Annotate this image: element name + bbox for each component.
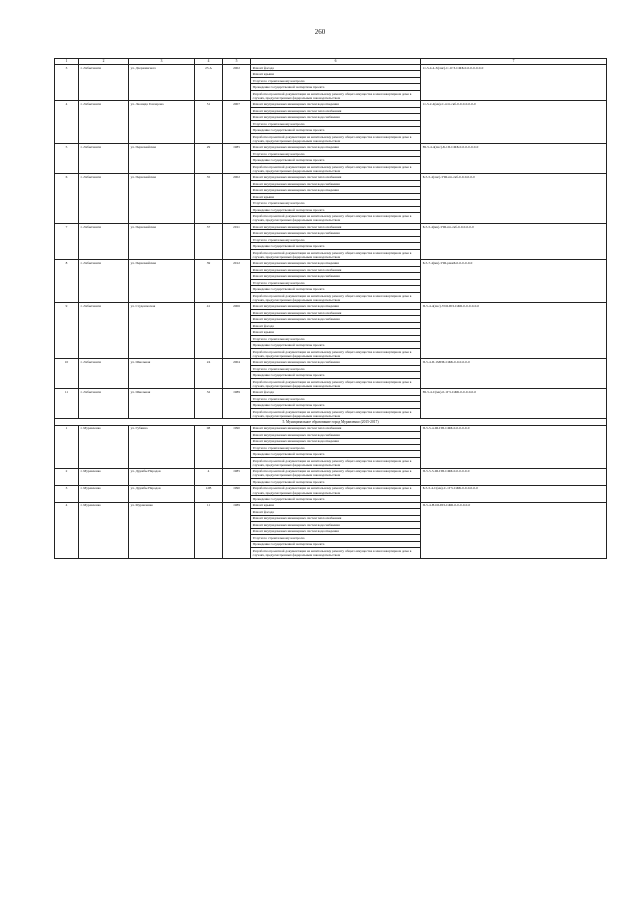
street-cell: ул. Дзержинского <box>129 64 195 101</box>
column-number: 4 <box>195 59 223 65</box>
works-cell <box>251 303 421 359</box>
city-cell: г. Муравленко <box>79 425 129 468</box>
table-row <box>55 389 607 419</box>
building-code-cell: П-5-4-П-1МПБ-СЖБ-0-0-0-0-0-0 <box>421 359 607 389</box>
building-code-cell: П-5-5-4-Ш-ПП-СЖБ-0-0-0-0-0-0 <box>421 425 607 468</box>
building-code-cell: Б-5-5-4-С(мн)-С-1ГЗ-СЖБ-0-0-0-0-0-0 <box>421 485 607 502</box>
work-item: Ремонт внутридомовых инженерных систем теплоснабжения <box>251 310 420 316</box>
work-item: Ремонт внутридомовых инженерных систем водоснабжения <box>251 359 420 365</box>
work-item: Ремонт внутридомовых инженерных систем водоотведения <box>251 260 420 266</box>
city-cell: г. Лабытнанги <box>79 260 129 303</box>
house-cell: 12В <box>195 485 223 502</box>
house-cell: 41 <box>195 303 223 359</box>
work-item: Разработка проектной документации на капитальному ремонту общего имущества в многоквартирном доме в случаях, предусмотренных федеральным законодательством <box>252 548 412 557</box>
work-item: Ремонт внутридомовых инженерных систем водоотведения <box>251 144 420 150</box>
table-row <box>55 468 607 485</box>
work-item: Ремонт фасада <box>251 323 420 329</box>
year-cell: 1985 <box>223 468 251 485</box>
work-item: Ремонт внутридомовых инженерных систем теплоснабжения <box>251 267 420 273</box>
works-cell <box>251 144 421 174</box>
year-cell: 2012 <box>223 260 251 303</box>
works-cell <box>251 468 421 485</box>
house-cell: 32 <box>195 389 223 419</box>
row-number: 4 <box>55 101 79 144</box>
work-item: Ремонт внутридомовых инженерных систем водоснабжения <box>251 316 420 322</box>
house-cell: 25 А <box>195 64 223 101</box>
table-row <box>55 260 607 303</box>
table-row <box>55 425 607 468</box>
column-number: 2 <box>79 59 129 65</box>
city-cell: г. Лабытнанги <box>79 359 129 389</box>
work-item: Ремонт внутридомовых инженерных систем водоотведения <box>251 529 420 535</box>
city-cell: г. Муравленко <box>79 468 129 485</box>
building-code-cell: Ю-5-4-С(мн)-0-1ГЗ-СЖБ-0-0-0-0-0-0 <box>421 389 607 419</box>
row-number: 9 <box>55 303 79 359</box>
work-item: Ремонт внутридомовых инженерных систем водоснабжения <box>251 273 420 279</box>
work-item: Проведение государственной экспертизы проекта <box>251 84 420 90</box>
work-item: Ремонт внутридомовых инженерных систем теплоснабжения <box>251 516 420 522</box>
year-cell: 1989 <box>223 389 251 419</box>
works-cell <box>251 389 421 419</box>
table-row <box>55 502 607 558</box>
row-number: 8 <box>55 260 79 303</box>
row-number: 3 <box>55 485 79 502</box>
table-row <box>55 359 607 389</box>
work-item: Ремонт фасада <box>251 509 420 515</box>
year-cell: 2004 <box>223 359 251 389</box>
work-item: Разработка проектной документации на капитальному ремонту общего имущества в многоквартирном доме в случаях, предусмотренных федеральным законодательством <box>252 134 412 143</box>
work-item: Разработка проектной документации на капитальному ремонту общего имущества в многоквартирном доме в случаях, предусмотренных федеральным законодательством <box>252 164 412 173</box>
works-cell <box>251 260 421 303</box>
year-cell: 2002 <box>223 64 251 101</box>
city-cell: г. Лабытнанги <box>79 303 129 359</box>
works-cell <box>251 174 421 223</box>
city-cell: г. Лабытнанги <box>79 144 129 174</box>
row-number: 11 <box>55 389 79 419</box>
works-cell <box>251 485 421 502</box>
work-item: Разработка проектной документации на капитальному ремонту общего имущества в многоквартирном доме в случаях, предусмотренных федеральным законодательством <box>252 293 412 302</box>
building-code-cell: П-5-5-5-Ш-ПП-СЖБ-0-0-0-0-0-0 <box>421 468 607 485</box>
work-item: Услуги по строительному контролю <box>251 237 420 243</box>
city-cell: г. Лабытнанги <box>79 223 129 260</box>
work-item: Разработка проектной документации на капитальному ремонту общего имущества в многоквартирном доме в случаях, предусмотренных федеральным законодательством <box>252 349 412 358</box>
work-item: Услуги по строительному контролю <box>251 336 420 342</box>
works-cell <box>251 502 421 558</box>
work-item: Проведение государственной экспертизы проекта <box>251 542 420 548</box>
table-row <box>55 485 607 502</box>
work-item: Услуги по строительному контролю <box>251 151 420 157</box>
city-cell: г. Лабытнанги <box>79 64 129 101</box>
work-item: Проведение государственной экспертизы проекта <box>251 127 420 133</box>
street-cell: ул. Муравленко <box>129 502 195 558</box>
work-item: Проведение государственной экспертизы проекта <box>251 402 420 408</box>
work-item: Разработка проектной документации на капитальному ремонту общего имущества в многоквартирном доме в случаях, предусмотренных федеральным законодательством <box>252 214 412 223</box>
street-cell: ул. Дружбы Народов <box>129 468 195 485</box>
year-cell: 1985 <box>223 144 251 174</box>
work-item: Ремонт внутридомовых инженерных систем теплоснабжения <box>251 108 420 114</box>
building-code-cell: Б-5-5-4(мн)-УШ-пп-скб-0-0-0-0-0-0 <box>421 223 607 260</box>
work-item: Разработка проектной документации на капитальному ремонту общего имущества в многоквартирном доме в случаях, предусмотренных федеральным законодательством <box>252 91 412 100</box>
work-item: Ремонт фасада <box>251 389 420 395</box>
work-item: Разработка проектной документации на капитальному ремонту общего имущества в многоквартирном доме в случаях, предусмотренных федеральным законодательством <box>251 486 420 497</box>
work-item: Услуги по строительному контролю <box>251 396 420 402</box>
work-item: Ремонт внутридомовых инженерных систем водоотведения <box>251 101 420 107</box>
street-cell: ул. Дружбы Народов <box>129 485 195 502</box>
work-item: Проведение государственной экспертизы проекта <box>251 207 420 213</box>
row-number: 1 <box>55 425 79 468</box>
building-code-cell: Б-5-7-4(мн)-УШ-рмжБ-0-0-0-0-0-0 <box>421 260 607 303</box>
work-item: Услуги по строительному контролю <box>251 121 420 127</box>
house-cell: 51 <box>195 101 223 144</box>
row-number: 6 <box>55 174 79 223</box>
street-cell: ул. Студенческая <box>129 303 195 359</box>
house-cell: 4 <box>195 468 223 485</box>
work-item: Проведение государственной экспертизы проекта <box>251 286 420 292</box>
work-item: Услуги по строительному контролю <box>251 78 420 84</box>
house-cell: 08 <box>195 425 223 468</box>
street-cell: ул. Школьная <box>129 359 195 389</box>
building-code-cell: Ю-5-4-4(лнс)-Б-1П-СЖБ-0-0-0-0-0-0-0 <box>421 144 607 174</box>
page-number: 260 <box>314 28 326 36</box>
street-cell: ул. Первомайская <box>129 144 195 174</box>
work-item: Проведение государственной экспертизы проекта <box>251 451 420 457</box>
house-cell: 39 <box>195 260 223 303</box>
work-item: Ремонт внутридомовых инженерных систем водоснабжения <box>251 522 420 528</box>
city-cell: г. Муравленко <box>79 502 129 558</box>
building-code-cell: 11-5-2-4(мн)-С-плт-скб-0-0-0-0-0-0-0 <box>421 101 607 144</box>
work-item: Разработка проектной документации на капитальному ремонту общего имущества в многоквартирном доме в случаях, предусмотренных федеральным законодательством <box>252 379 412 388</box>
column-number: 7 <box>421 59 607 65</box>
table-row <box>55 303 607 359</box>
year-cell: 1990 <box>223 485 251 502</box>
work-item: Проведение государственной экспертизы проекта <box>252 496 325 501</box>
column-number: 1 <box>55 59 79 65</box>
work-item: Проведение государственной экспертизы проекта <box>251 342 420 348</box>
building-code-cell: П-5-4-Н-Ш-ПП-СЖБ-0-0-0-0-0-0 <box>421 502 607 558</box>
row-number: 4 <box>55 502 79 558</box>
works-cell <box>251 101 421 144</box>
work-item: Ремонт крыши <box>251 71 420 77</box>
work-item: Разработка проектной документации на капитальному ремонту общего имущества в многоквартирном доме в случаях, предусмотренных федеральным законодательством <box>251 469 420 480</box>
work-item: Проведение государственной экспертизы проекта <box>251 243 420 249</box>
year-cell: 2007 <box>223 101 251 144</box>
work-item: Ремонт фасада <box>251 65 420 71</box>
work-item: Услуги по строительному контролю <box>251 280 420 286</box>
work-item: Ремонт крыши <box>251 503 420 509</box>
work-item: Ремонт внутридомовых инженерных систем водоотведения <box>251 303 420 309</box>
work-item: Ремонт внутридомовых инженерных систем водоснабжения <box>251 181 420 187</box>
work-item: Ремонт внутридомовых инженерных систем водоотведения <box>251 187 420 193</box>
table-row <box>55 223 607 260</box>
building-code-cell: 11-5-4-4-Х(лнс)-С-1ГЗ-СЖБ-0-0-0-0-0-0-0 <box>421 64 607 101</box>
street-cell: ул. Школьная <box>129 389 195 419</box>
year-cell: 1990 <box>223 425 251 468</box>
row-number: 10 <box>55 359 79 389</box>
city-cell: г. Муравленко <box>79 485 129 502</box>
works-cell <box>251 223 421 260</box>
street-cell: ул. Первомайская <box>129 174 195 223</box>
street-cell: ул. Первомайская <box>129 260 195 303</box>
work-item: Проведение государственной экспертизы проекта <box>251 372 420 378</box>
work-item: Услуги по строительному контролю <box>251 366 420 372</box>
repair-program-table <box>54 58 607 559</box>
row-number: 7 <box>55 223 79 260</box>
house-cell: 29 <box>195 144 223 174</box>
work-item: Услуги по строительному контролю <box>251 445 420 451</box>
row-number: 5 <box>55 144 79 174</box>
work-item: Ремонт крыши <box>251 194 420 200</box>
section-heading: 5. Муниципальное образование город Муравленко (2015-2017) <box>55 419 607 425</box>
work-item: Ремонт внутридомовых инженерных систем теплоснабжения <box>251 426 420 432</box>
work-item: Услуги по строительному контролю <box>251 200 420 206</box>
building-code-cell: П-5-4-4(лнс)-УШ-ПП-СЖБ-0-0-0-0-0-0 <box>421 303 607 359</box>
table-row <box>55 64 607 101</box>
work-item: Услуги по строительному контролю <box>251 535 420 541</box>
house-cell: 35 <box>195 174 223 223</box>
works-cell <box>251 64 421 101</box>
year-cell: 1989 <box>223 502 251 558</box>
street-cell: ул. Первомайская <box>129 223 195 260</box>
work-item: Ремонт внутридомовых инженерных систем теплоснабжения <box>251 174 420 180</box>
work-item: Ремонт внутридомовых инженерных систем водоотведения <box>251 439 420 445</box>
street-cell: ул. Леонида Гончарова <box>129 101 195 144</box>
house-cell: 37 <box>195 223 223 260</box>
table-row <box>55 101 607 144</box>
year-cell: 2006 <box>223 303 251 359</box>
street-cell: ул. Губкина <box>129 425 195 468</box>
works-cell <box>251 359 421 389</box>
column-number: 6 <box>251 59 421 65</box>
works-cell <box>251 425 421 468</box>
house-cell: 24 <box>195 359 223 389</box>
city-cell: г. Лабытнанги <box>79 389 129 419</box>
table-row <box>55 174 607 223</box>
work-item: Проведение государственной экспертизы проекта <box>251 157 420 163</box>
year-cell: 2002 <box>223 174 251 223</box>
work-item: Разработка проектной документации на капитальному ремонту общего имущества в многоквартирном доме в случаях, предусмотренных федеральным законодательством <box>252 458 412 467</box>
work-item: Ремонт крыши <box>251 329 420 335</box>
column-number: 3 <box>129 59 195 65</box>
work-item: Разработка проектной документации на капитальному ремонту общего имущества в многоквартирном доме в случаях, предусмотренных федеральным законодательством <box>252 409 412 418</box>
work-item: Ремонт внутридомовых инженерных систем водоснабжения <box>251 432 420 438</box>
work-item: Ремонт внутридомовых инженерных систем водоснабжения <box>251 114 420 120</box>
table-row <box>55 144 607 174</box>
city-cell: г. Лабытнанги <box>79 174 129 223</box>
work-item: Разработка проектной документации на капитальному ремонту общего имущества в многоквартирном доме в случаях, предусмотренных федеральным законодательством <box>252 250 412 259</box>
year-cell: 2011 <box>223 223 251 260</box>
row-number: 2 <box>55 468 79 485</box>
row-number: 3 <box>55 64 79 101</box>
column-number: 5 <box>223 59 251 65</box>
work-item: Проведение государственной экспертизы проекта <box>252 479 325 484</box>
house-cell: 11 <box>195 502 223 558</box>
work-item: Ремонт внутридомовых инженерных систем водоснабжения <box>251 230 420 236</box>
work-item: Ремонт внутридомовых инженерных систем теплоснабжения <box>251 224 420 230</box>
city-cell: г. Лабытнанги <box>79 101 129 144</box>
building-code-cell: Б-5-5-4(лнс)-УШ-пп-скб-0-0-0-0-0-0 <box>421 174 607 223</box>
